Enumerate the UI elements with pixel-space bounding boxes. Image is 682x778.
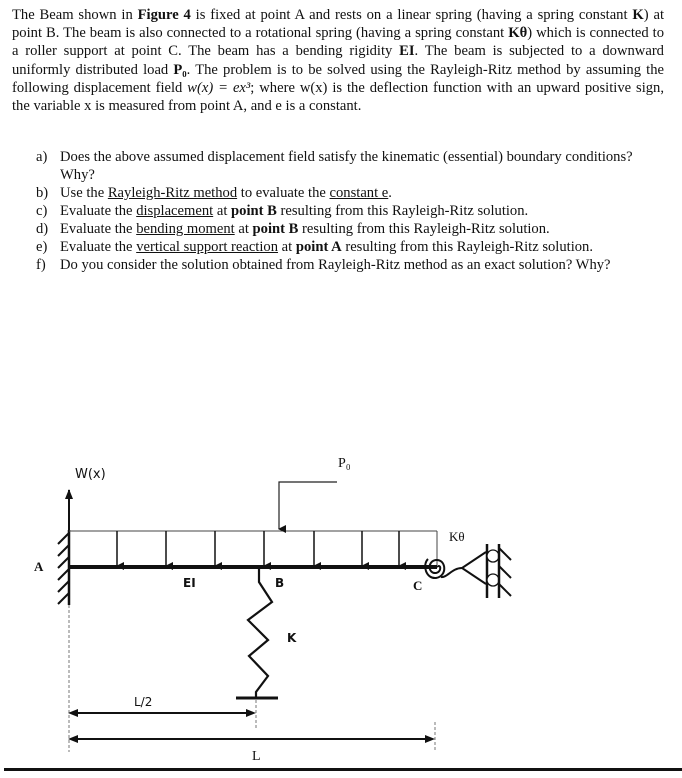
problem-statement: [12, 6, 664, 115]
text-run: to evaluate the: [237, 185, 330, 201]
rot-spring-label: Kθ: [449, 529, 465, 544]
text-run: . The problem is to be solved using the Rayleigh-Ritz method by assuming the following displacement field: [12, 61, 664, 96]
question-marker: e): [36, 239, 48, 255]
dimension-extension-lines: [69, 605, 435, 752]
bold-text: Kθ: [508, 25, 528, 42]
text-run: .: [388, 185, 392, 201]
text-run: Evaluate the: [60, 221, 137, 237]
question-marker: a): [36, 149, 48, 165]
bold-text: point B: [231, 203, 277, 219]
point-b-label: B: [275, 576, 285, 590]
rotational-spring-c: [425, 559, 462, 578]
text-run: ; where w(x) is the deflection function with an upward positive sign, the variable x is measured from point A, and e is a constant.: [12, 79, 665, 115]
question-item: [36, 184, 656, 202]
question-item: [36, 202, 656, 220]
bold-text: point A: [295, 239, 342, 255]
fixed-support-a: [58, 530, 69, 605]
question-text: [60, 221, 550, 237]
text-run: at: [213, 203, 232, 219]
bottom-rule: [4, 768, 682, 771]
dimension-half-length: [68, 709, 256, 717]
axis-label: W(x): [75, 467, 106, 482]
load-leader: [279, 482, 337, 529]
question-text: [60, 203, 528, 219]
question-item: [36, 238, 656, 256]
text-run: Evaluate the: [60, 203, 137, 219]
question-marker: f): [36, 257, 46, 273]
bold-text: P₀: [173, 61, 187, 78]
point-a-label: A: [34, 559, 44, 574]
load-label: P₀: [338, 456, 351, 471]
question-marker: b): [36, 185, 49, 201]
text-run: The Beam shown in: [12, 7, 138, 23]
bold-text: point B: [252, 221, 299, 237]
text-run: Evaluate the: [60, 239, 137, 255]
question-text: [60, 239, 593, 255]
question-item: [36, 256, 656, 274]
spring-label: K: [287, 631, 297, 645]
text-run: Do you consider the solution obtained from Rayleigh-Ritz method as an exact solution? Why?: [60, 257, 611, 273]
text-run: Use the: [60, 185, 108, 201]
question-item: [36, 220, 656, 238]
text-run: resulting from this Rayleigh-Ritz solution.: [341, 239, 594, 255]
text-run: . The beam is subjected to a downward uniformly distributed load: [12, 43, 664, 78]
text-run: Does the above assumed displacement field satisfy the kinematic (essential) boundary conditions? Why?: [60, 149, 633, 183]
underline-text: vertical support reaction: [136, 239, 279, 255]
length-label: L: [252, 749, 261, 764]
text-run: ) at point B. The beam is also connected to a rotational spring (having a spring constant: [12, 7, 664, 42]
question-item: [36, 148, 656, 184]
beam-diagram: [0, 440, 682, 773]
underline-text: displacement: [136, 203, 214, 219]
question-text: [60, 185, 392, 201]
underline-text: Rayleigh-Ritz method: [107, 185, 238, 201]
beam-figure: [0, 440, 682, 773]
underline-text: bending moment: [136, 221, 235, 237]
italic-text: w(x) = ex³: [187, 79, 251, 96]
linear-spring-b: [236, 567, 278, 698]
text-run: at: [278, 239, 296, 255]
text-run: resulting from this Rayleigh-Ritz solution.: [298, 221, 550, 237]
text-run: at: [234, 221, 253, 237]
question-text: [60, 149, 633, 183]
distributed-load: [69, 531, 437, 566]
bold-text: Figure 4: [137, 7, 191, 23]
text-run: is fixed at point A and rests on a linear spring (having a spring constant: [190, 7, 633, 23]
rigidity-label: EI: [183, 576, 196, 590]
question-list: [36, 148, 656, 274]
text-run: ) which is connected to a roller support at point C. The beam has a bending rigidity: [12, 25, 665, 60]
underline-text: constant e: [329, 185, 389, 201]
question-marker: d): [36, 221, 49, 237]
bold-text: EI: [399, 43, 415, 60]
bold-text: K: [632, 7, 644, 23]
half-length-label: L/2: [134, 695, 153, 709]
roller-support-c: [462, 544, 511, 598]
question-text: [60, 257, 611, 273]
text-run: resulting from this Rayleigh-Ritz solution.: [276, 203, 529, 219]
dimension-length: [68, 735, 435, 743]
point-c-label: C: [413, 578, 423, 593]
question-marker: c): [36, 203, 48, 219]
